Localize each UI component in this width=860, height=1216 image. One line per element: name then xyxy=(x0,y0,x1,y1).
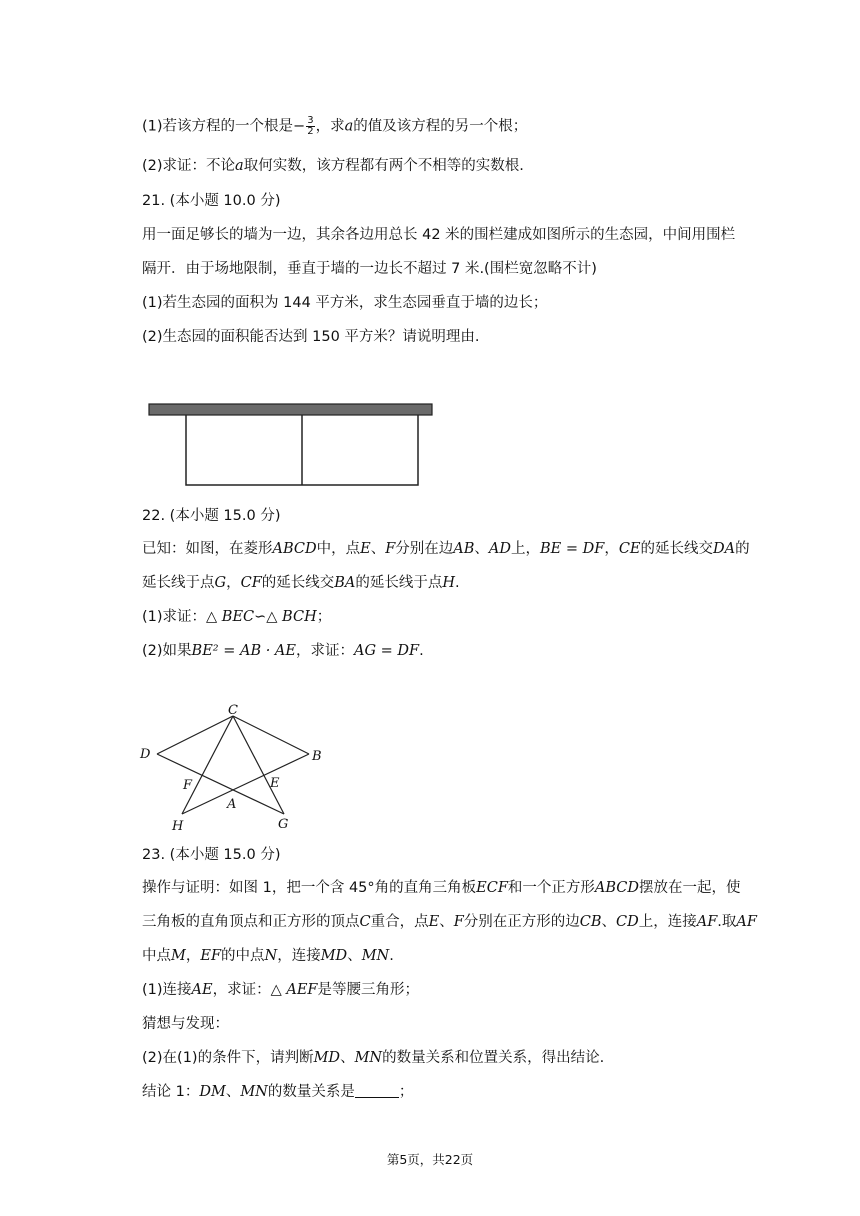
text: 重合，点 xyxy=(370,914,429,930)
text: ； xyxy=(316,609,332,625)
label-C: C xyxy=(228,703,238,718)
label-E: E xyxy=(270,776,280,791)
text: (2)在(1)的条件下，请判断 xyxy=(142,1050,314,1066)
math: E xyxy=(428,914,440,930)
text: 已知：如图，在菱形 xyxy=(142,541,273,557)
q21-garden-figure xyxy=(140,396,440,492)
fraction-denominator: 2 xyxy=(307,126,314,137)
segment-BH xyxy=(182,754,309,814)
segment-CB xyxy=(233,716,309,754)
math: ABCD xyxy=(272,541,317,557)
math: AG = DF xyxy=(353,643,420,659)
wall xyxy=(149,404,432,415)
text: ，求 xyxy=(315,118,345,135)
math: AF xyxy=(736,914,757,930)
text: (2)求证：不论 xyxy=(142,158,236,174)
text: 中，点 xyxy=(316,541,361,557)
text: 的 xyxy=(735,541,750,557)
math: H xyxy=(442,575,456,591)
math: BA xyxy=(334,575,356,591)
page-footer: 第5页，共22页 xyxy=(386,1152,474,1167)
fraction-numerator: 3 xyxy=(307,115,314,126)
text: 、 xyxy=(225,1084,241,1100)
text: 的中点 xyxy=(221,948,265,964)
text: (1)若该方程的一个根是 xyxy=(142,118,294,135)
math: MD xyxy=(313,1050,341,1066)
math: BE = DF xyxy=(540,541,605,557)
text: (1)求证： xyxy=(142,609,207,625)
math: E xyxy=(360,541,371,557)
math: CB xyxy=(579,914,602,930)
math: C xyxy=(359,914,371,930)
q23-text-line2 xyxy=(142,912,757,932)
label-D: D xyxy=(140,747,151,762)
math: ABCD xyxy=(594,880,640,896)
segment-CG xyxy=(233,716,284,814)
text: 的延长线于点 xyxy=(355,575,443,591)
text: 分别在正方形的边 xyxy=(463,914,580,930)
q21-part1: (1)若生态园的面积为 144 平方米，求生态园垂直于墙的边长； xyxy=(142,295,548,311)
text: 、 xyxy=(340,1050,355,1066)
math: F xyxy=(453,914,464,930)
text: 中点 xyxy=(142,948,171,964)
text: 三角板的直角顶点和正方形的顶点 xyxy=(142,914,360,930)
q23-header: 23. (本小题 15.0 分) xyxy=(142,847,281,863)
q21-part2: (2)生态园的面积能否达到 150 平方米？请说明理由. xyxy=(142,329,480,345)
q23-guess: 猜想与发现： xyxy=(142,1016,229,1032)
math: N xyxy=(264,948,278,964)
text: 分别在边 xyxy=(395,541,454,557)
text: 、 xyxy=(474,541,489,557)
label-B: B xyxy=(312,749,322,764)
variable: a xyxy=(344,118,354,135)
text: ，求证： xyxy=(212,982,271,998)
math: △ AEF xyxy=(270,982,318,998)
answer-blank[interactable] xyxy=(355,1083,399,1098)
q23-part2 xyxy=(142,1048,604,1068)
text: 和一个正方形 xyxy=(507,880,595,896)
fraction xyxy=(306,116,314,137)
text: . xyxy=(389,948,394,964)
math: MN xyxy=(240,1084,268,1100)
text: 结论 1： xyxy=(142,1084,200,1100)
text: ， xyxy=(226,575,241,591)
label-G: G xyxy=(278,817,289,832)
text: ， xyxy=(604,541,619,557)
text: 的延长线交 xyxy=(640,541,714,557)
math: G xyxy=(214,575,227,591)
math: ECF xyxy=(476,880,508,896)
segment-CH xyxy=(182,716,233,814)
q22-rhombus-figure xyxy=(136,700,336,836)
math: CE xyxy=(618,541,641,557)
math: AE xyxy=(191,982,213,998)
q22-text-line2 xyxy=(142,573,460,593)
q22-header: 22. (本小题 15.0 分) xyxy=(142,508,281,524)
math: F xyxy=(385,541,396,557)
q22-text-line1 xyxy=(142,539,750,559)
math: DM xyxy=(199,1084,226,1100)
text: ，连接 xyxy=(277,948,321,964)
q21-text-line2: 隔开．由于场地限制，垂直于墙的一边长不超过 7 米.(围栏宽忽略不计) xyxy=(142,261,597,277)
text: .取 xyxy=(717,914,737,930)
text: 上， xyxy=(511,541,541,557)
text: 、 xyxy=(601,914,617,930)
text: 的值及该方程的另一个根； xyxy=(353,118,528,135)
text: 是等腰三角形； xyxy=(317,982,419,998)
text: . xyxy=(455,575,460,591)
q22-part1 xyxy=(142,607,331,627)
math: DA xyxy=(713,541,736,557)
q23-text-line1 xyxy=(142,878,741,898)
math: AF xyxy=(696,914,718,930)
math: EF xyxy=(200,948,222,964)
text: 、 xyxy=(370,541,386,557)
text: ； xyxy=(398,1084,414,1100)
math: MN xyxy=(361,948,390,964)
variable: a xyxy=(235,158,244,174)
text: ，求证： xyxy=(295,643,354,659)
text: ， xyxy=(185,948,201,964)
q23-text-line3 xyxy=(142,946,394,966)
math: CF xyxy=(240,575,262,591)
text: 、 xyxy=(439,914,454,930)
text: 的数量关系是 xyxy=(267,1084,355,1100)
text: 延长线于点 xyxy=(142,575,215,591)
math: MN xyxy=(354,1050,383,1066)
math: M xyxy=(171,948,186,964)
text: 上，连接 xyxy=(638,914,697,930)
q20-part2 xyxy=(142,156,524,176)
text: (2)如果 xyxy=(142,643,192,659)
text: 、 xyxy=(347,948,362,964)
minus-sign: − xyxy=(293,118,306,135)
q23-conclusion1 xyxy=(142,1082,413,1102)
text: (1)连接 xyxy=(142,982,192,998)
text: 的延长线交 xyxy=(261,575,335,591)
q20-part1 xyxy=(142,116,527,137)
text: 操作与证明：如图 1，把一个含 45°角的直角三角板 xyxy=(142,880,477,896)
math: AD xyxy=(488,541,512,557)
text: 取何实数，该方程都有两个不相等的实数根. xyxy=(243,158,524,174)
q22-part2 xyxy=(142,641,424,661)
math: CD xyxy=(616,914,639,930)
text: . xyxy=(419,643,424,659)
math: BE² = AB · AE xyxy=(191,643,296,659)
math: △ BEC∽△ BCH xyxy=(206,609,317,625)
label-H: H xyxy=(172,819,184,834)
segment-DG xyxy=(157,754,284,814)
segment-DC xyxy=(157,716,233,754)
label-F: F xyxy=(183,778,193,793)
q21-text-line1: 用一面足够长的墙为一边，其余各边用总长 42 米的围栏建成如图所示的生态园，中间用围栏 xyxy=(142,227,736,243)
q23-part1 xyxy=(142,980,419,1000)
math: MD xyxy=(320,948,348,964)
q21-header: 21. (本小题 10.0 分) xyxy=(142,193,281,209)
text: 的数量关系和位置关系，得出结论. xyxy=(382,1050,605,1066)
math: AB xyxy=(453,541,475,557)
text: 摆放在一起，使 xyxy=(639,880,741,896)
label-A: A xyxy=(227,797,237,812)
